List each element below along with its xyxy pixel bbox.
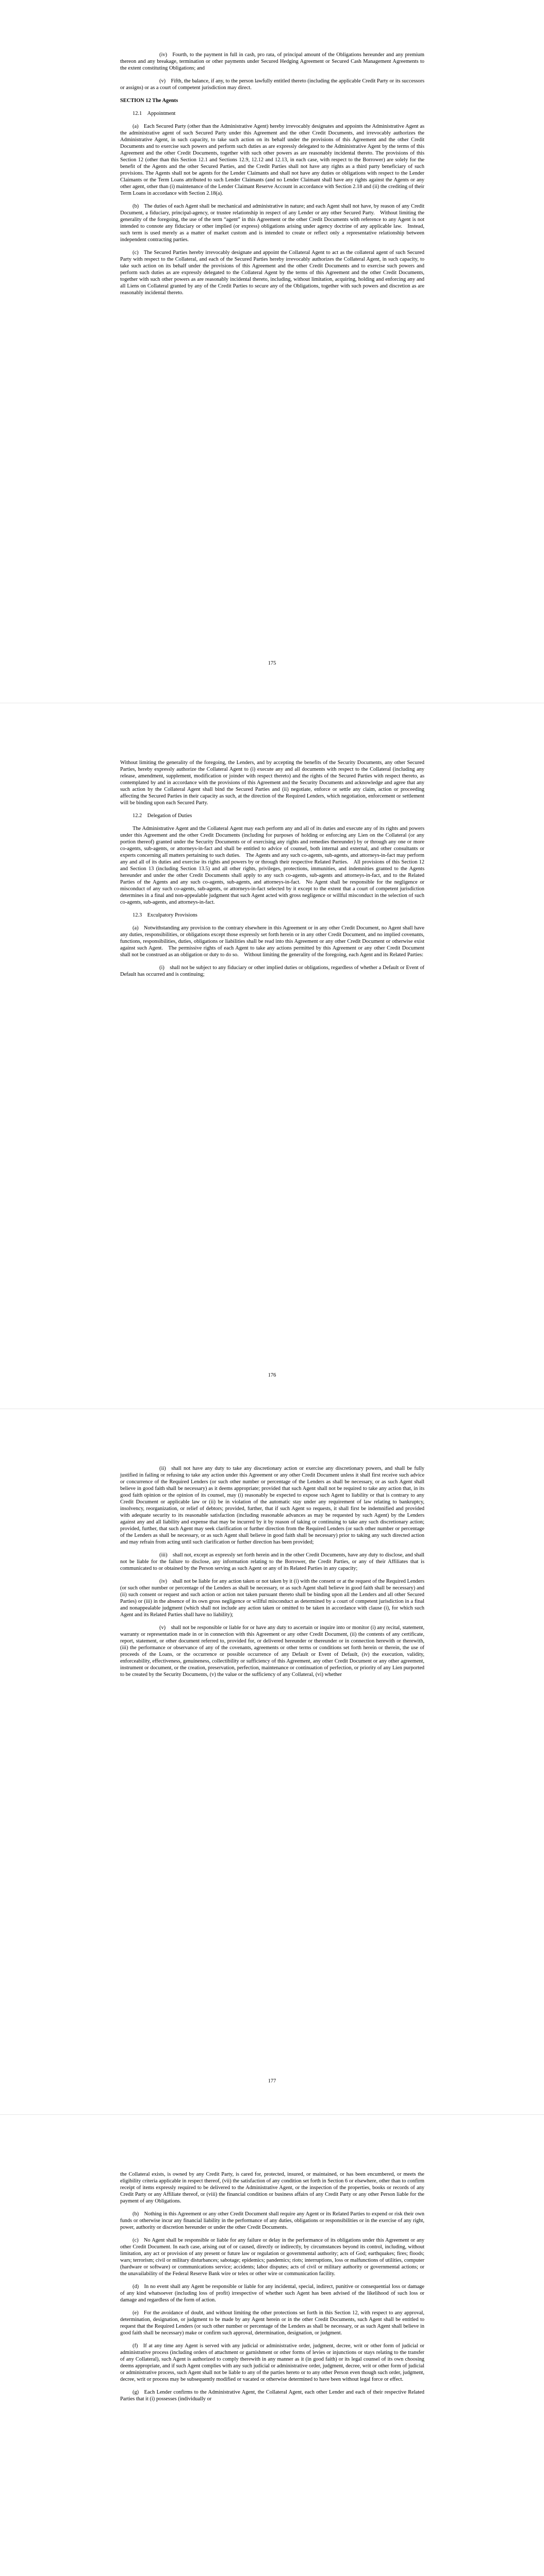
document-page-177 xyxy=(0,1414,544,2114)
paragraph: The Administrative Agent and the Collateral Agent may each perform any and all of its duties and execute any of its rights and powers under this Agreement and the other Credit Documents (including for purposes of holding or enforcing any Lien on the Collateral (or any portion thereof) granted under the Security Documents or of exercising any rights and remedies thereunder) by or through any one or more co-agents, sub-agents, or attorneys-in-fact and shall be entitled to advice of counsel, both internal and external, and other consultants or experts concerning all matters pertaining to such duties. The Agents and any such co-agents, sub-agents, and attorneys-in-fact may perform any and all of its duties and exercise its rights and powers by or through their respective Related Parties. All provisions of this Section 12 and Section 13 (including Section 13.5) and all other rights, privileges, protections, immunities, and indemnities granted to the Agents hereunder and under the other Credit Documents shall apply to any such co-agents, sub-agents and attorneys-in-fact, and to the Related Parties of the Agents and any such co-agents, sub-agents, and attorneys-in-fact. No Agent shall be responsible for the negligence or misconduct of any such co-agents, sub-agents, or attorneys-in-fact selected by it except to the extent that a court of competent jurisdiction determines in a final and non-appealable judgment that such Agent acted with gross negligence or willful misconduct in the selection of such co-agents, sub-agents, and attorneys-in-fact. xyxy=(120,826,424,905)
paragraph: (c) The Secured Parties hereby irrevocably designate and appoint the Collateral Agent to act as the collateral agent of such Secured Party with respect to the Collateral, and each of the Secured Parties hereby irrevocably authorizes the Collateral Agent, in such capacity, to take such action on its behalf under the provisions of this Agreement and the other Credit Documents and to exercise such powers and perform such duties as are expressly delegated to the Collateral Agent by the terms of this Agreement and the other Credit Documents, together with such other powers as are reasonably incidental thereto, including, without limitation, acquiring, holding and enforcing any and all Liens on Collateral granted by any of the Credit Parties to secure any of the Obligations, together with such powers and discretion as are reasonably incidental thereto. xyxy=(120,250,424,296)
page-body xyxy=(120,1465,424,1684)
document-page-178 xyxy=(0,2120,544,2576)
subsection-heading: 12.3 Exculpatory Provisions xyxy=(133,912,197,918)
paragraph: (iv) shall not be liable for any action taken or not taken by it (i) with the consent or at the request of the Required Lenders (or such other number or percentage of the Lenders as shall be necessary, or as such Agent shall believe in good faith shall be necessary) and (ii) such consent or request and such action or action not taken pursuant thereto shall be binding upon all the Lenders and all other Secured Parties) or (iii) in the absence of its own gross negligence or willful misconduct as determined by a court of competent jurisdiction in a final and nonappealable judgment (which shall not include any action taken or omitted to be taken in accordance with clause (i), for which such Agent and its Related Parties shall have no liability); xyxy=(120,1579,424,1618)
page-body xyxy=(120,2171,424,2409)
subsection-heading: 12.2 Delegation of Duties xyxy=(133,813,192,819)
paragraph: (b) The duties of each Agent shall be mechanical and administrative in nature; and each Agent shall not have, by reason of any Credit Document, a fiduciary, principal-agency, or trustee relationship in respect of any Lender or any other Secured Party. Without limiting the generality of the foregoing, the use of the term “agent” in this Agreement or the other Credit Documents with reference to any Agent is not intended to connote any fiduciary or other implied (or express) obligations arising under agency doctrine of any applicable law. Instead, such term is used merely as a matter of market custom and is intended to create or reflect only a representative relationship between independent contracting parties. xyxy=(120,204,424,243)
document-page-176 xyxy=(0,708,544,1409)
paragraph: (v) Fifth, the balance, if any, to the person lawfully entitled thereto (including the applicable Credit Party or its successors or assigns) or as a court of competent jurisdiction may direct. xyxy=(120,78,424,91)
paragraph: (v) shall not be responsible or liable for or have any duty to ascertain or inquire into or monitor (i) any recital, statement, warranty or representation made in or in connection with this Agreement or any other Credit Document, (ii) the contents of any certificate, report, statement, or other document referred to, provided for, or delivered hereunder or thereunder or in connection herewith or therewith, (iii) the performance or observance of any of the covenants, agreements or other terms or conditions set forth herein or therein, the use of proceeds of the Loans, or the occurrence or possible occurrence of any Default or Event of Default, (iv) the execution, validity, enforceability, effectiveness, genuineness, collectibility or sufficiency of this Agreement, any other Credit Document or any other agreement, instrument or document, or the creation, preservation, perfection, maintenance or continuation of perfection, or priority of any Lien purported to be created by the Security Documents, (v) the value or the sufficiency of any Collateral, (vi) whether xyxy=(120,1625,424,1677)
page-body xyxy=(120,52,424,302)
document-page-175 xyxy=(0,0,544,703)
page-number: 175 xyxy=(268,660,276,666)
page-number: 176 xyxy=(268,1372,276,1378)
page-number: 177 xyxy=(268,2078,276,2084)
paragraph: (i) shall not be subject to any fiduciary or other implied duties or obligations, regardless of whether a Default or Event of Default has occurred and is continuing; xyxy=(120,965,424,977)
paragraph: (c) No Agent shall be responsible or liable for any failure or delay in the performance of its obligations under this Agreement or any other Credit Document. In each case, arising out of or caused, directly or indirectly, by circumstances beyond its control, including, without limitation, any act or provision of any present or future law or regulation or governmental authority; acts of God; earthquakes; fires; floods; wars; terrorism; civil or military disturbances; sabotage; epidemics; pandemics; riots; interruptions, loss or malfunctions of utilities, computer (hardware or software) or communications service; accidents; labor disputes; acts of civil or military authority or governmental actions; or the unavailability of the Federal Reserve Bank wire or telex or other wire or communication facility. xyxy=(120,2238,424,2277)
paragraph: the Collateral exists, is owned by any Credit Party, is cared for, protected, insured, or maintained, or has been encumbered, or meets the eligibility criteria applicable in respect thereof, (vii) the satisfaction of any condition set forth in Section 6 or elsewhere, other than to confirm receipt of items expressly required to be delivered to the Administrative Agent, or the inspection of the properties, books or records of any Credit Party or any Affiliate thereof, or (viii) the financial condition or business affairs of any Credit Party or any other Person liable for the payment of any Obligations. xyxy=(120,2172,424,2204)
paragraph: (b) Nothing in this Agreement or any other Credit Document shall require any Agent or its Related Parties to expend or risk their own funds or otherwise incur any financial liability in the performance of any duties, obligations or responsibilities or in the exercise of any right, power, authority or discretion hereunder or under the other Credit Documents. xyxy=(120,2211,424,2230)
paragraph: (ii) shall not have any duty to take any discretionary action or exercise any discretionary powers, and shall be fully justified in failing or refusing to take any action under this Agreement or any other Credit Document unless it shall first receive such advice or concurrence of the Required Lenders (or such other number or percentage of the Lenders as shall be necessary, or as such Agent shall believe in good faith shall be necessary) as it deems appropriate; provided that such Agent shall not be required to take any action that, in its good faith opinion or the opinion of its counsel, may (i) reasonably be expected to expose such Agent to liability or that is contrary to any Credit Document or applicable law or (ii) be in violation of the automatic stay under any requirement of law relating to bankruptcy, insolvency, reorganization, or relief of debtors; provided, further, that if such Agent so requests, it shall first be indemnified and provided with adequate security to its reasonable satisfaction (including reasonable advances as may be requested by such Agent) by the Lenders against any and all liability and expense that may be incurred by it by reason of taking or continuing to take any such discretionary action; provided, further, that such Agent may seek clarification or further direction from the Required Lenders (or such other number or percentage of the Lenders as shall be necessary, or as such Agent shall believe in good faith shall be necessary) prior to taking any such directed action and may refrain from acting until such clarification or further direction has been provided; xyxy=(120,1466,424,1545)
paragraph: (iii) shall not, except as expressly set forth herein and in the other Credit Documents, have any duty to disclose, and shall not be liable for the failure to disclose, any information relating to the Borrower, the Credit Parties, or any of their Affiliates that is communicated to or obtained by the Person serving as such Agent or any of its Related Parties in any capacity; xyxy=(120,1552,424,1571)
page-body xyxy=(120,759,424,984)
paragraph: (e) For the avoidance of doubt, and without limiting the other protections set forth in this Section 12, with respect to any approval, determination, designation, or judgment to be made by any Agent herein or in the other Credit Documents, such Agent shall be entitled to request that the Required Lenders (or such other number or percentage of the Lenders as shall be necessary, or as such Agent shall believe in good faith shall be necessary) make or confirm such approval, determination, designation, or judgment. xyxy=(120,2310,424,2336)
paragraph: (iv) Fourth, to the payment in full in cash, pro rata, of principal amount of the Obligations hereunder and any premium thereon and any breakage, termination or other payments under Secured Hedging Agreement or Secured Cash Management Agreements to the extent constituting Obligations; and xyxy=(120,52,424,71)
paragraph: (g) Each Lender confirms to the Administrative Agent, the Collateral Agent, each other Lender and each of their respective Related Parties that it (i) possesses (individually or xyxy=(120,2389,424,2402)
paragraph: (d) In no event shall any Agent be responsible or liable for any incidental, special, indirect, punitive or consequential loss or damage of any kind whatsoever (including loss of profit) irrespective of whether such Agent has been advised of the likelihood of such loss or damage and regardless of the form of action. xyxy=(120,2284,424,2303)
paragraph: (a) Notwithstanding any provision to the contrary elsewhere in this Agreement or in any other Credit Document, no Agent shall have any duties, responsibilities, or obligations except those expressly set forth herein or in any other Credit Document, and no implied covenants, functions, responsibilities, duties, obligations or liabilities shall be read into this Agreement or any other Credit Document or otherwise exist against such Agent. The permissive rights of each Agent to take any actions permitted by this Agreement or any other Credit Document shall not be construed as an obligation or duty to do so. Without limiting the generality of the foregoing, each Agent and its Related Parties: xyxy=(120,925,424,958)
paragraph: (a) Each Secured Party (other than the Administrative Agent) hereby irrevocably designates and appoints the Administrative Agent as the administrative agent of such Secured Party under this Agreement and the other Credit Documents, and irrevocably authorizes the Administrative Agent, in such capacity, to take such action on its behalf under the provisions of this Agreement and the other Credit Documents and to exercise such powers and perform such duties as are expressly delegated to the Administrative Agent by the terms of this Agreement and the other Credit Documents, together with such other powers as are reasonably incidental thereto. The provisions of this Section 12 (other than this Section 12.1 and Sections 12.9, 12.12 and 12.13, in each case, with respect to the Borrower) are solely for the benefit of the Agents and the other Secured Parties, and the Credit Parties shall not have any rights as a third party beneficiary of such provisions. The Agents shall not be agents for the Lender Claimants and shall not have any duties or obligations with respect to the Lender Claimants or the Term Loans attributed to such Lender Claimants (and no Lender Claimant shall have any rights against the Agents or any other agent, other than (i) maintenance of the Lender Claimant Reserve Account in accordance with Section 2.18 and (ii) the crediting of their Term Loans in accordance with Section 2.18(a). xyxy=(120,124,424,196)
section-heading: SECTION 12 The Agents xyxy=(120,98,178,104)
paragraph: Without limiting the generality of the foregoing, the Lenders, and by accepting the benefits of the Security Documents, any other Secured Parties, hereby expressly authorize the Collateral Agent to (i) execute any and all documents with respect to the Collateral (including any release, amendment, supplement, modification or joinder with respect thereto) and the rights of the Secured Parties with respect thereto, as contemplated by and in accordance with the provisions of this Agreement and the Security Documents and acknowledge and agree that any such action by the Collateral Agent shall bind the Secured Parties and (ii) negotiate, enforce or settle any claim, action or proceeding affecting the Secured Parties in their capacity as such, at the direction of the Required Lenders, which negotiation, enforcement or settlement will be binding upon each Secured Party. xyxy=(120,760,424,806)
subsection-heading: 12.1 Appointment xyxy=(133,111,176,116)
paragraph: (f) If at any time any Agent is served with any judicial or administrative order, judgment, decree, writ or other form of judicial or administrative process (including orders of attachment or garnishment or other forms of levies or injunctions or stays relating to the transfer of any Collateral), such Agent is authorized to comply therewith in any manner as it (in good faith) or its legal counsel of its own choosing deems appropriate, and if such Agent complies with any such judicial or administrative order, judgment, decree, writ or other form of judicial or administrative process, such Agent shall not be liable to any of the parties hereto or to any other Person even though such order, judgment, decree, writ or process may be subsequently modified or vacated or otherwise determined to have been without legal force or effect. xyxy=(120,2343,424,2382)
